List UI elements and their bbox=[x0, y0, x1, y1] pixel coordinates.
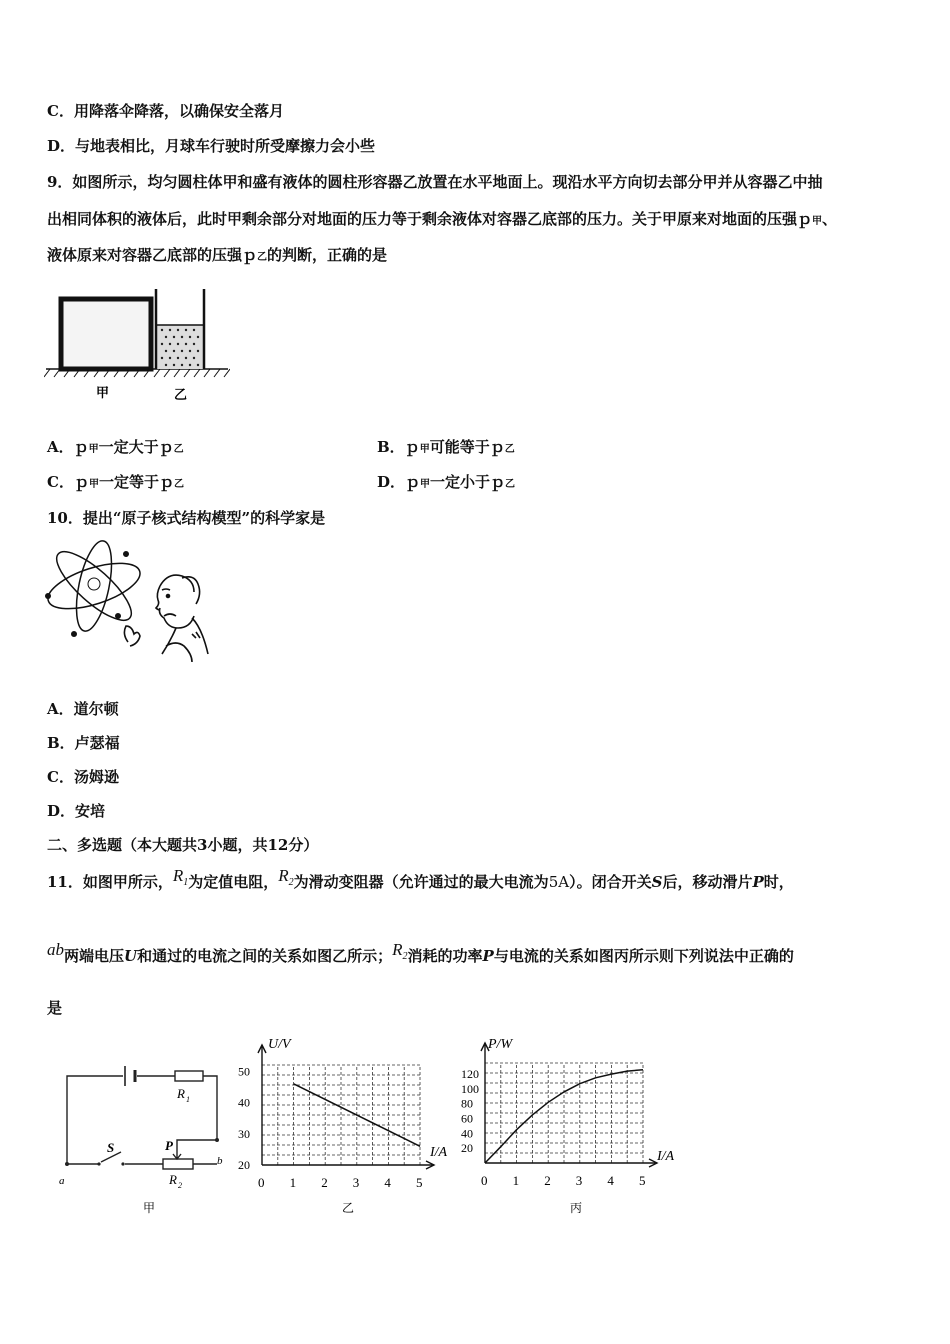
resistor-r1 bbox=[175, 1071, 203, 1081]
q9-stem-line1: 9．如图所示，均匀圆柱体甲和盛有液体的圆柱形容器乙放置在水平地面上。现沿水平方向切去部分甲并从容器乙中抽 bbox=[47, 173, 823, 191]
q9-stem-line2: 出相同体积的液体后，此时甲剩余部分对地面的压力等于剩余液体对容器乙底部的压力。关于甲原来对地面的压强ｐ甲、 bbox=[47, 210, 838, 228]
q10-option-b: B．卢瑟福 bbox=[47, 734, 120, 752]
y-axis-label: P/W bbox=[488, 1037, 513, 1052]
x-tick-label: 0 bbox=[481, 1173, 488, 1188]
label-r1-sub: 1 bbox=[186, 1095, 190, 1104]
q9-option-b: B．ｐ甲可能等于ｐ乙 bbox=[377, 438, 515, 456]
label-r1: R bbox=[177, 1086, 185, 1101]
label-jia: 甲 bbox=[96, 385, 110, 400]
x-axis-label: I/A bbox=[657, 1149, 675, 1164]
label-r2-sub: 2 bbox=[178, 1181, 182, 1190]
x-tick-label: 2 bbox=[321, 1175, 328, 1190]
q9-option-a: A．ｐ甲一定大于ｐ乙 bbox=[47, 438, 184, 456]
x-tick-label: 2 bbox=[544, 1173, 551, 1188]
q10-option-a: A．道尔顿 bbox=[47, 700, 119, 718]
y-tick-label: 100 bbox=[461, 1081, 479, 1096]
q10-option-d: D．安培 bbox=[47, 802, 106, 820]
atom-scientist-illustration bbox=[42, 538, 214, 666]
slider-p-icon bbox=[173, 1152, 181, 1159]
x-tick-label: 1 bbox=[512, 1173, 520, 1188]
chart-caption: 丙 bbox=[570, 1201, 583, 1215]
q8-option-d: D．与地表相比，月球车行驶时所受摩擦力会小些 bbox=[47, 137, 376, 155]
q9-option-c: C．ｐ甲一定等于ｐ乙 bbox=[47, 473, 184, 491]
x-tick-label: 0 bbox=[258, 1175, 265, 1190]
q9-option-d: D．ｐ甲一定小于ｐ乙 bbox=[377, 473, 516, 491]
chart-bing bbox=[452, 1030, 697, 1225]
scientist-portrait bbox=[124, 575, 208, 662]
label-slider-p: P bbox=[165, 1138, 173, 1153]
y-tick-label: 80 bbox=[461, 1096, 473, 1111]
battery-icon bbox=[125, 1066, 135, 1086]
label-b: b bbox=[217, 1155, 223, 1167]
label-yi: 乙 bbox=[174, 387, 188, 402]
cylinder-jia bbox=[61, 299, 151, 369]
circuit-diagram bbox=[55, 1060, 240, 1220]
q8-option-c: C．用降落伞降落，以确保安全落月 bbox=[47, 102, 284, 120]
y-tick-label: 30 bbox=[238, 1126, 250, 1141]
q9-stem-line3: 液体原来对容器乙底部的压强ｐ乙的判断，正确的是 bbox=[47, 246, 388, 264]
x-tick-label: 4 bbox=[384, 1175, 391, 1190]
x-tick-label: 3 bbox=[352, 1175, 360, 1190]
atom-icon bbox=[43, 538, 145, 634]
y-tick-label: 40 bbox=[461, 1126, 473, 1141]
x-tick-label: 3 bbox=[575, 1173, 583, 1188]
container-yi bbox=[156, 289, 204, 369]
y-tick-label: 50 bbox=[238, 1064, 250, 1079]
q11-stem-line2: ab两端电压U和通过的电流之间的关系如图乙所示；R2消耗的功率P与电流的关系如图丙所示则下列说法中正确的 bbox=[47, 940, 794, 965]
q10-stem: 10．提出“原子核式结构模型”的科学家是 bbox=[47, 509, 326, 527]
x-axis-label: I/A bbox=[430, 1145, 448, 1160]
x-tick-label: 4 bbox=[607, 1173, 614, 1188]
x-tick-label: 5 bbox=[416, 1175, 423, 1190]
caption-jia: 甲 bbox=[143, 1201, 156, 1215]
y-tick-label: 20 bbox=[461, 1141, 473, 1156]
y-tick-label: 60 bbox=[461, 1111, 473, 1126]
y-tick-label: 40 bbox=[238, 1095, 250, 1110]
x-tick-label: 1 bbox=[289, 1175, 297, 1190]
label-switch-s: S bbox=[107, 1140, 115, 1155]
chart-yi bbox=[230, 1030, 465, 1225]
q10-option-c: C．汤姆逊 bbox=[47, 768, 119, 786]
label-a: a bbox=[59, 1175, 65, 1187]
y-axis-label: U/V bbox=[268, 1037, 291, 1052]
q11-stem-line1: 11．如图甲所示，R1为定值电阻，R2为滑动变阻器（允许通过的最大电流为5A）。闭合开关S后，移动滑片P时， bbox=[47, 866, 794, 891]
label-r2: R bbox=[169, 1172, 177, 1187]
section-heading: 二、多选题（本大题共3小题，共12分） bbox=[47, 836, 319, 854]
rheostat-r2 bbox=[163, 1159, 193, 1169]
q9-figure bbox=[44, 285, 230, 405]
q11-stem-line3: 是 bbox=[47, 999, 63, 1017]
chart-caption: 乙 bbox=[342, 1201, 355, 1215]
y-tick-label: 120 bbox=[461, 1067, 479, 1082]
x-tick-label: 5 bbox=[639, 1173, 646, 1188]
y-tick-label: 20 bbox=[238, 1158, 250, 1172]
